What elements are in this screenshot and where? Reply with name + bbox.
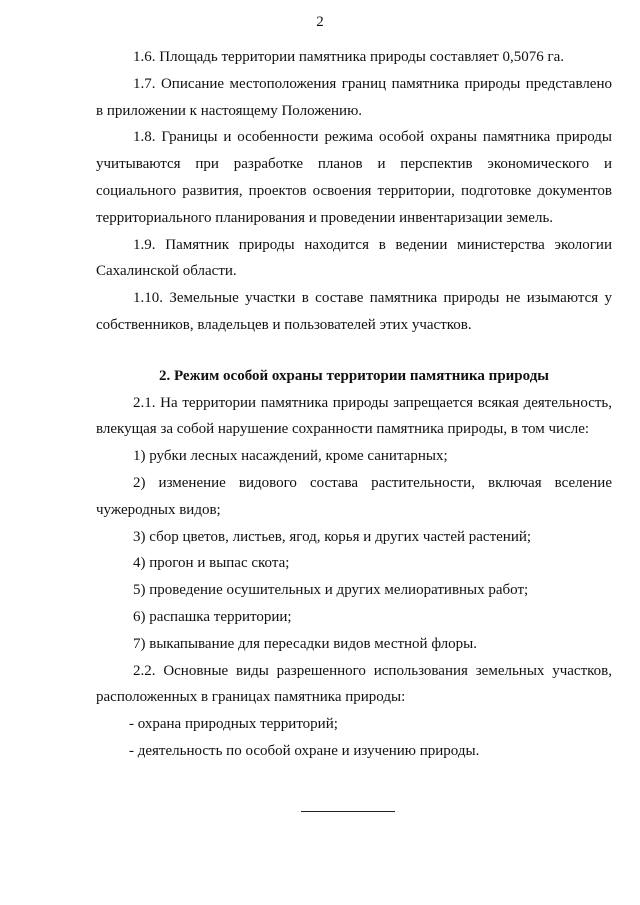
paragraph-1-9: 1.9. Памятник природы находится в ведении министерства экологии Сахалинской области. — [96, 236, 612, 280]
paragraph-1-6: 1.6. Площадь территории памятника природы составляет 0,5076 га. — [133, 49, 565, 65]
prohibition-item: 3) сбор цветов, листьев, ягод, корья и других частей растений; — [133, 528, 532, 545]
prohibition-item: 5) проведение осушительных и других мелиоративных работ; — [133, 582, 529, 599]
permitted-use-item: - деятельность по особой охране и изучению природы. — [129, 742, 480, 759]
permitted-use-item: - охрана природных территорий; — [129, 716, 338, 733]
paragraph-1-7: 1.7. Описание местоположения границ памятника природы представлено в приложении к настоящему Положению. — [96, 75, 612, 119]
paragraph-2-1: 2.1. На территории памятника природы запрещается всякая деятельность, влекущая за собой нарушение сохранности памятника природы, в том числе: — [96, 394, 612, 438]
section-2-heading: 2. Режим особой охраны территории памятника природы — [158, 367, 550, 384]
prohibition-item: 2) изменение видового состава растительности, включая вселение чужеродных видов; — [96, 474, 612, 518]
page-number: 2 — [316, 14, 324, 30]
prohibition-item: 4) прогон и выпас скота; — [133, 555, 290, 572]
paragraph-1-10: 1.10. Земельные участки в составе памятника природы не изымаются у собственников, владельцев и пользователей этих участков. — [96, 290, 612, 333]
prohibition-item: 1) рубки лесных насаждений, кроме санитарных; — [133, 448, 448, 465]
paragraph-1-8: 1.8. Границы и особенности режима особой охраны памятника природы учитываются при разработке планов и перспектив экономического и социального развития, проектов освоения территории, подготовке документов территориального планирования и проведении инвентаризации земель. — [96, 129, 612, 226]
prohibition-item: 7) выкапывание для пересадки видов местной флоры. — [133, 635, 477, 652]
prohibition-item: 6) распашка территории; — [133, 608, 292, 625]
document-body — [96, 44, 612, 765]
paragraph-2-2: 2.2. Основные виды разрешенного использования земельных участков, расположенных в границах памятника природы: — [96, 662, 612, 706]
end-divider — [301, 811, 395, 812]
